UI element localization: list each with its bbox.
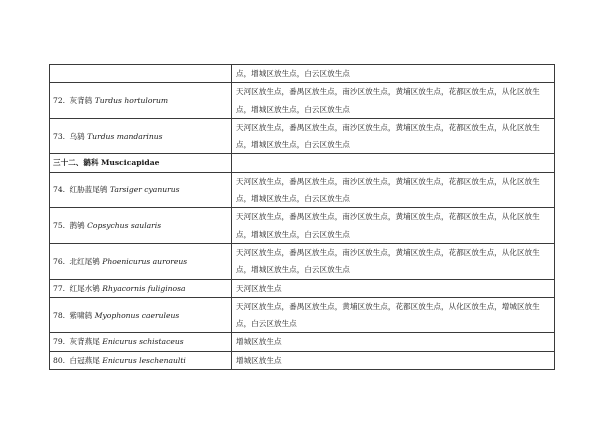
location-line: 天河区放生点，番禺区放生点，南沙区放生点，黄埔区放生点，花都区放生点，从化区放生 (236, 212, 540, 222)
species-latin-name: Enicurus schistaceus (102, 337, 184, 347)
location-line: 天河区放生点 (236, 283, 282, 293)
species-latin-name: Rhyacornis fuliginosa (102, 283, 186, 293)
species-number: 75. (53, 221, 66, 231)
species-number: 73. (53, 131, 66, 141)
location-line: 点，增城区放生点，白云区放生点 (236, 229, 350, 239)
table-row (50, 297, 555, 333)
location-line: 天河区放生点，番禺区放生点，南沙区放生点，黄埔区放生点，花都区放生点，从化区放生 (236, 176, 540, 186)
family-cn-name: 三十二、鹟科 (53, 158, 99, 168)
species-cn-name: 白冠燕尾 (69, 355, 100, 365)
species-cn-name: 灰背燕尾 (69, 337, 100, 347)
location-cell (232, 297, 555, 333)
species-cn-name: 紫啸鸫 (69, 310, 93, 320)
species-name-cell (50, 243, 232, 279)
species-cn-name: 鹊鸲 (69, 221, 85, 231)
location-cell (232, 118, 555, 154)
location-line: 点，增城区放生点，白云区放生点 (236, 140, 350, 150)
location-line: 点，白云区放生点 (236, 319, 297, 329)
species-cn-name: 红胁蓝尾鸲 (69, 185, 108, 195)
family-latin-name: Muscicapidae (100, 158, 160, 168)
table-row (50, 118, 555, 154)
location-cell (232, 65, 555, 83)
species-cn-name: 红尾水鸲 (69, 283, 100, 293)
table-row (50, 172, 555, 208)
species-name-cell (50, 333, 232, 351)
species-name-cell (50, 297, 232, 333)
table-row (50, 243, 555, 279)
family-row (50, 154, 555, 172)
species-number: 77. (53, 283, 66, 293)
location-cell (232, 279, 555, 297)
species-name-cell (50, 279, 232, 297)
location-cell (232, 208, 555, 244)
species-cn-name: 灰背鸫 (69, 95, 93, 105)
species-number: 79. (53, 337, 66, 347)
location-line: 点，增城区放生点，白云区放生点 (236, 265, 350, 275)
location-line: 天河区放生点，番禺区放生点，南沙区放生点，黄埔区放生点，花都区放生点，从化区放生 (236, 247, 540, 257)
species-latin-name: Turdus mandarinus (87, 131, 163, 141)
table-row (50, 208, 555, 244)
species-name-cell (50, 65, 232, 83)
species-latin-name: Tarsiger cyanurus (109, 185, 180, 195)
species-number: 80. (53, 355, 66, 365)
location-cell (232, 243, 555, 279)
species-name-cell (50, 208, 232, 244)
family-name-cell (50, 154, 232, 172)
species-name-cell (50, 351, 232, 369)
location-line: 点，增城区放生点，白云区放生点 (236, 194, 350, 204)
table-row (50, 351, 555, 369)
location-line: 点，增城区放生点，白云区放生点 (236, 69, 350, 78)
location-line: 天河区放生点，番禺区放生点，黄埔区放生点，花都区放生点，从化区放生点，增城区放生 (236, 301, 540, 311)
species-number: 74. (53, 185, 66, 195)
species-number: 78. (53, 310, 66, 320)
species-cn-name: 乌鸫 (69, 131, 85, 141)
species-number: 76. (53, 256, 66, 266)
species-latin-name: Copsychus saularis (87, 221, 162, 231)
location-line: 点，增城区放生点，白云区放生点 (236, 104, 350, 114)
location-cell (232, 154, 555, 172)
location-cell (232, 351, 555, 369)
table-row (50, 333, 555, 351)
location-cell (232, 172, 555, 208)
species-latin-name: Myophonus caeruleus (94, 310, 180, 320)
species-name-cell (50, 83, 232, 119)
species-latin-name: Enicurus leschenaulti (102, 355, 186, 365)
table-row (50, 279, 555, 297)
location-line: 增城区放生点 (236, 355, 282, 365)
location-line: 天河区放生点，番禺区放生点，南沙区放生点，黄埔区放生点，花都区放生点，从化区放生 (236, 122, 540, 132)
location-cell (232, 333, 555, 351)
location-line: 天河区放生点，番禺区放生点，南沙区放生点，黄埔区放生点，花都区放生点，从化区放生 (236, 87, 540, 97)
location-line: 增城区放生点 (236, 337, 282, 347)
species-cn-name: 北红尾鸲 (69, 256, 100, 266)
location-cell (232, 83, 555, 119)
species-latin-name: Turdus hortulorum (94, 95, 169, 105)
species-name-cell (50, 118, 232, 154)
species-name-cell (50, 172, 232, 208)
table-row (50, 83, 555, 119)
species-number: 72. (53, 95, 66, 105)
species-table (49, 64, 555, 370)
species-latin-name: Phoenicurus auroreus (102, 256, 188, 266)
table-row (50, 65, 555, 83)
